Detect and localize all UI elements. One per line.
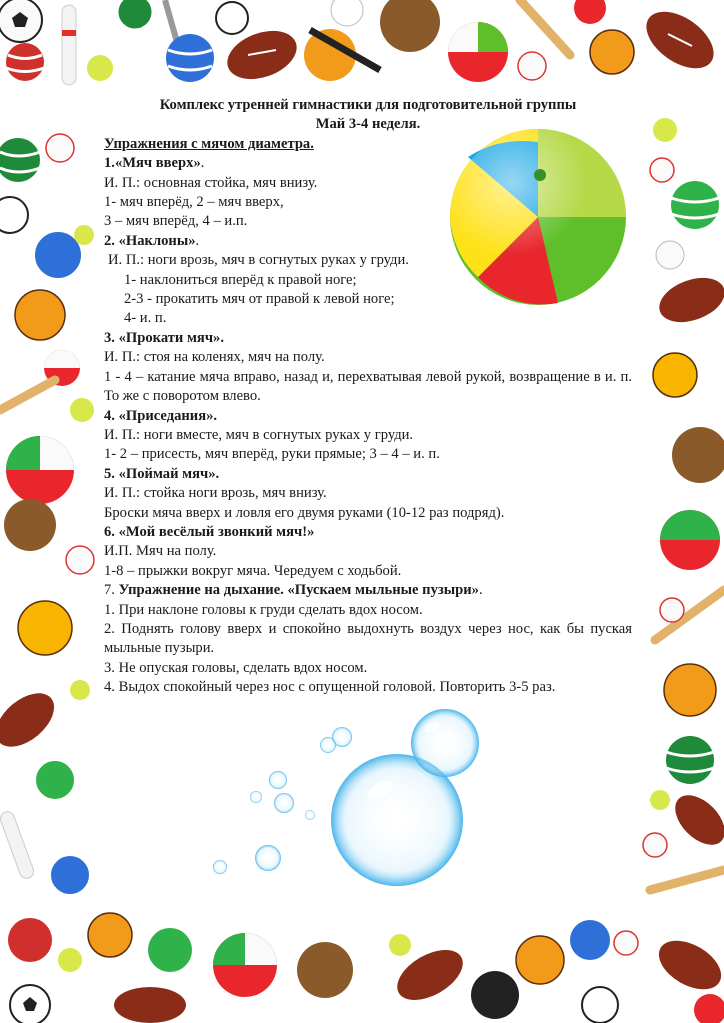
bottom-border: [8, 913, 724, 1023]
basketball-icon: [15, 290, 65, 340]
baseball-icon: [46, 134, 74, 162]
exercise-7-title-end: .: [478, 582, 483, 599]
bat-icon: [0, 380, 55, 410]
left-border: [0, 134, 94, 895]
bubble-tiny: [250, 791, 262, 803]
volleyball-icon: [671, 181, 719, 229]
exercise-7-number: 7.: [104, 582, 115, 599]
exercise-2-title: [104, 232, 632, 251]
baseball-icon: [614, 931, 638, 955]
exercise-1-title-end: .: [200, 155, 205, 172]
volleyball-icon: [166, 34, 214, 82]
document-subheading: Май 3-4 неделя.: [315, 116, 421, 133]
exercise-4-title: 4. «Приседания».: [104, 407, 218, 424]
exercise-1-number: 1.: [104, 155, 115, 172]
bowling-pin-icon: [62, 5, 76, 85]
bubble-small: [274, 793, 294, 813]
exercise-7-step-4: 4. Выдох спокойный через нос с опущенной головой. Повторить 3-5 раз.: [104, 679, 556, 696]
tennis-ball-icon: [58, 948, 82, 972]
top-border: [0, 0, 724, 88]
exercise-2-step-3: 4- и. п.: [124, 310, 167, 327]
right-border: [643, 118, 724, 890]
football-icon: [653, 270, 724, 331]
baseball-glove-icon: [297, 942, 353, 998]
bowling-pin-icon: [0, 810, 36, 881]
basketball-icon: [590, 30, 634, 74]
exercise-7-step-2: 2. Поднять голову вверх и спокойно выдохнуть воздух через нос, как бы пуская мыльные пузыри.: [104, 620, 632, 657]
exercise-4-description: 1- 2 – присесть, мяч вперёд, руки прямые; 3 – 4 – и. п.: [104, 446, 440, 463]
basketball-icon: [516, 936, 564, 984]
tennis-ball-icon: [70, 680, 90, 700]
basketball-icon: [88, 913, 132, 957]
exercise-3-description: 1 - 4 – катание мяча вправо, назад и, перехватывая левой рукой, возвращение в и. п. То же с поворотом влево.: [104, 368, 632, 405]
tennis-ball-icon: [389, 934, 411, 956]
exercise-2-start-position: И. П.: ноги врозь, мяч в согнутых руках у груди.: [108, 252, 409, 269]
football-icon: [0, 683, 64, 757]
exercise-3-title: 3. «Прокати мяч».: [104, 329, 224, 346]
bubble-small: [269, 771, 287, 789]
bubble-small: [320, 737, 336, 753]
exercise-2-step-2: 2-3 - прокатить мяч от правой к левой ноге;: [124, 291, 395, 308]
bubble-tiny: [305, 810, 315, 820]
exercise-3-start-position: И. П.: стоя на коленях, мяч на полу.: [104, 349, 325, 366]
exercise-1-start-position: И. П.: основная стойка, мяч внизу.: [104, 174, 318, 191]
exercise-1-title: [104, 154, 632, 173]
exercise-5-start-position: И. П.: стойка ноги врозь, мяч внизу.: [104, 485, 327, 502]
bat-icon: [520, 0, 570, 55]
volleyball-icon: [50, 855, 90, 895]
bubble-tiny: [213, 860, 227, 874]
soap-bubbles-illustration: [200, 705, 500, 890]
volleyball-icon: [570, 920, 610, 960]
football-icon: [666, 786, 724, 854]
ball-icon: [471, 971, 519, 1019]
exercise-document: [104, 96, 632, 698]
baseball-glove-icon: [380, 0, 440, 52]
document-title: Комплекс утренней гимнастики для подготовительной группы: [159, 97, 577, 113]
soccer-ball-icon: [0, 197, 28, 233]
basketball-icon: [653, 353, 697, 397]
tennis-ball-icon: [74, 225, 94, 245]
exercise-7-title: [104, 581, 632, 600]
volleyball-icon: [8, 918, 52, 962]
exercise-2-step-1: 1- наклониться вперёд к правой ноге;: [124, 271, 357, 288]
football-icon: [114, 987, 186, 1023]
volleyball-icon: [148, 928, 192, 972]
exercise-7-name: Упражнение на дыхание. «Пускаем мыльные пузыри»: [118, 582, 479, 599]
basketball-icon: [664, 664, 716, 716]
exercise-1-name: «Мяч вверх»: [114, 155, 201, 172]
soccer-ball-icon: [582, 987, 618, 1023]
tennis-ball-icon: [70, 398, 94, 422]
bat-icon: [650, 870, 724, 890]
exercise-2-name: 2. «Наклоны»: [104, 232, 196, 249]
exercise-6-description: 1-8 – прыжки вокруг мяча. Чередуем с ходьбой.: [104, 562, 402, 579]
soccer-ball-icon: [216, 2, 248, 34]
baseball-icon: [643, 833, 667, 857]
exercise-4-start-position: И. П.: ноги вместе, мяч в согнутых руках у груди.: [104, 426, 414, 443]
volleyball-icon: [35, 760, 75, 800]
section-subtitle: Упражнения с мячом диаметра.: [104, 135, 314, 152]
exercise-5-title: 5. «Поймай мяч».: [104, 465, 220, 482]
football-icon: [651, 931, 724, 1000]
baseball-icon: [66, 546, 94, 574]
exercise-6-start-position: И.П. Мяч на полу.: [104, 543, 217, 560]
volleyball-icon: [694, 994, 724, 1023]
tennis-ball-icon: [87, 55, 113, 81]
tennis-ball-icon: [650, 790, 670, 810]
volleyball-icon: [0, 138, 40, 182]
baseball-glove-icon: [4, 499, 56, 551]
baseball-icon: [518, 52, 546, 80]
bubble-medium: [411, 709, 479, 777]
baseball-icon: [660, 598, 684, 622]
ball-icon: [656, 241, 684, 269]
baseball-glove-icon: [672, 427, 724, 483]
exercise-6-title: 6. «Мой весёлый звонкий мяч!»: [104, 523, 315, 540]
ball-icon: [331, 0, 363, 26]
tennis-ball-icon: [653, 118, 677, 142]
volleyball-icon: [117, 0, 153, 30]
baseball-icon: [650, 158, 674, 182]
exercise-7-step-1: 1. При наклоне головы к груди сделать вдох носом.: [104, 601, 423, 618]
exercise-1-steps-line2: 3 – мяч вперёд, 4 – и.п.: [104, 213, 248, 230]
bubble-small: [255, 845, 281, 871]
exercise-2-title-end: .: [195, 232, 200, 249]
basketball-icon: [18, 601, 72, 655]
volleyball-icon: [574, 0, 606, 24]
volleyball-icon: [666, 736, 714, 784]
exercise-1-steps-line1: 1- мяч вперёд, 2 – мяч вверх,: [104, 194, 284, 211]
exercise-5-description: Броски мяча вверх и ловля его двумя руками (10-12 раз подряд).: [104, 504, 505, 521]
exercise-7-step-3: 3. Не опуская головы, сделать вдох носом.: [104, 659, 368, 676]
volleyball-icon: [6, 43, 44, 81]
